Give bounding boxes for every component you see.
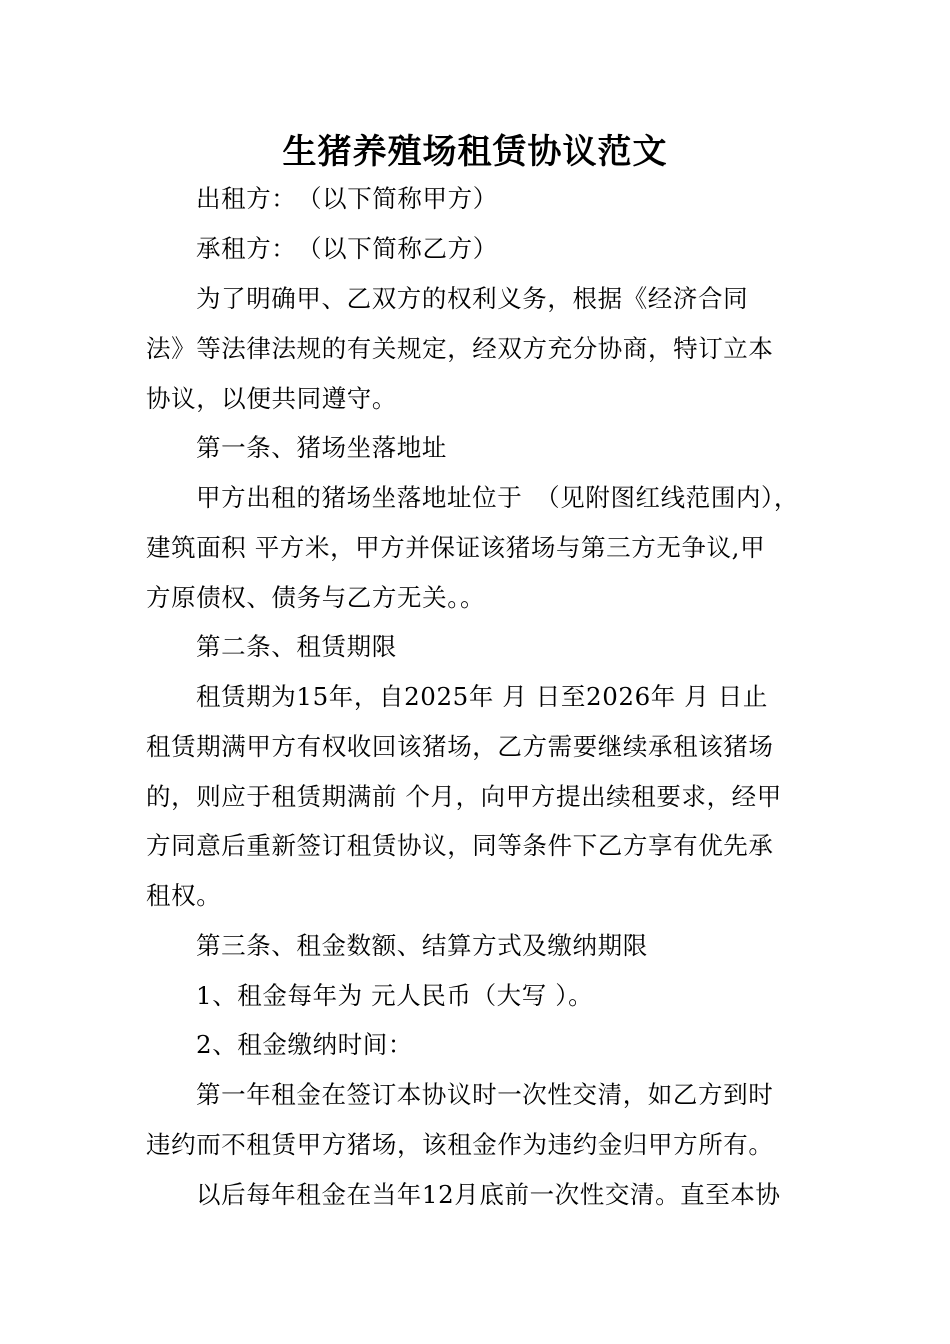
paragraph-line: 违约而不租赁甲方猪场，该租金作为违约金归甲方所有。 <box>146 1130 774 1159</box>
lessor-line: 出租方： （以下简称甲方） <box>196 184 498 213</box>
list-item: 1、租金每年为 元人民币（大写 ）。 <box>196 981 594 1010</box>
paragraph-line: 协议，以便共同遵守。 <box>146 384 397 413</box>
paragraph-line: 方原债权、债务与乙方无关。。 <box>146 583 486 612</box>
paragraph-line: 租赁期为15年，自2025年 月 日至2026年 月 日止 <box>196 682 768 711</box>
section-heading: 第二条、租赁期限 <box>196 632 397 661</box>
paragraph-line: 法》等法律法规的有关规定，经双方充分协商，特订立本 <box>146 334 774 363</box>
paragraph-line: 租权。 <box>146 881 222 910</box>
section-heading: 第一条、猪场坐落地址 <box>196 433 447 462</box>
paragraph-line: 为了明确甲、乙双方的权利义务，根据《经济合同 <box>196 284 749 313</box>
paragraph-line: 方同意后重新签订租赁协议，同等条件下乙方享有优先承 <box>146 831 774 860</box>
section-heading: 第三条、租金数额、结算方式及缴纳期限 <box>196 931 648 960</box>
paragraph-line: 第一年租金在签订本协议时一次性交清，如乙方到时 <box>196 1080 774 1109</box>
paragraph-line: 的，则应于租赁期满前 个月，向甲方提出续租要求，经甲 <box>146 782 782 811</box>
paragraph-line: 建筑面积 平方米，甲方并保证该猪场与第三方无争议,甲 <box>146 533 766 562</box>
paragraph-line: 甲方出租的猪场坐落地址位于 （见附图红线范围内）， <box>196 483 799 512</box>
document-title: 生猪养殖场租赁协议范文 <box>282 132 668 172</box>
lessee-line: 承租方： （以下简称乙方） <box>196 234 498 263</box>
list-item: 2、租金缴纳时间： <box>196 1030 413 1059</box>
paragraph-line: 租赁期满甲方有权收回该猪场，乙方需要继续承租该猪场 <box>146 732 774 761</box>
paragraph-line: 以后每年租金在当年12月底前一次性交清。直至本协 <box>196 1180 781 1209</box>
